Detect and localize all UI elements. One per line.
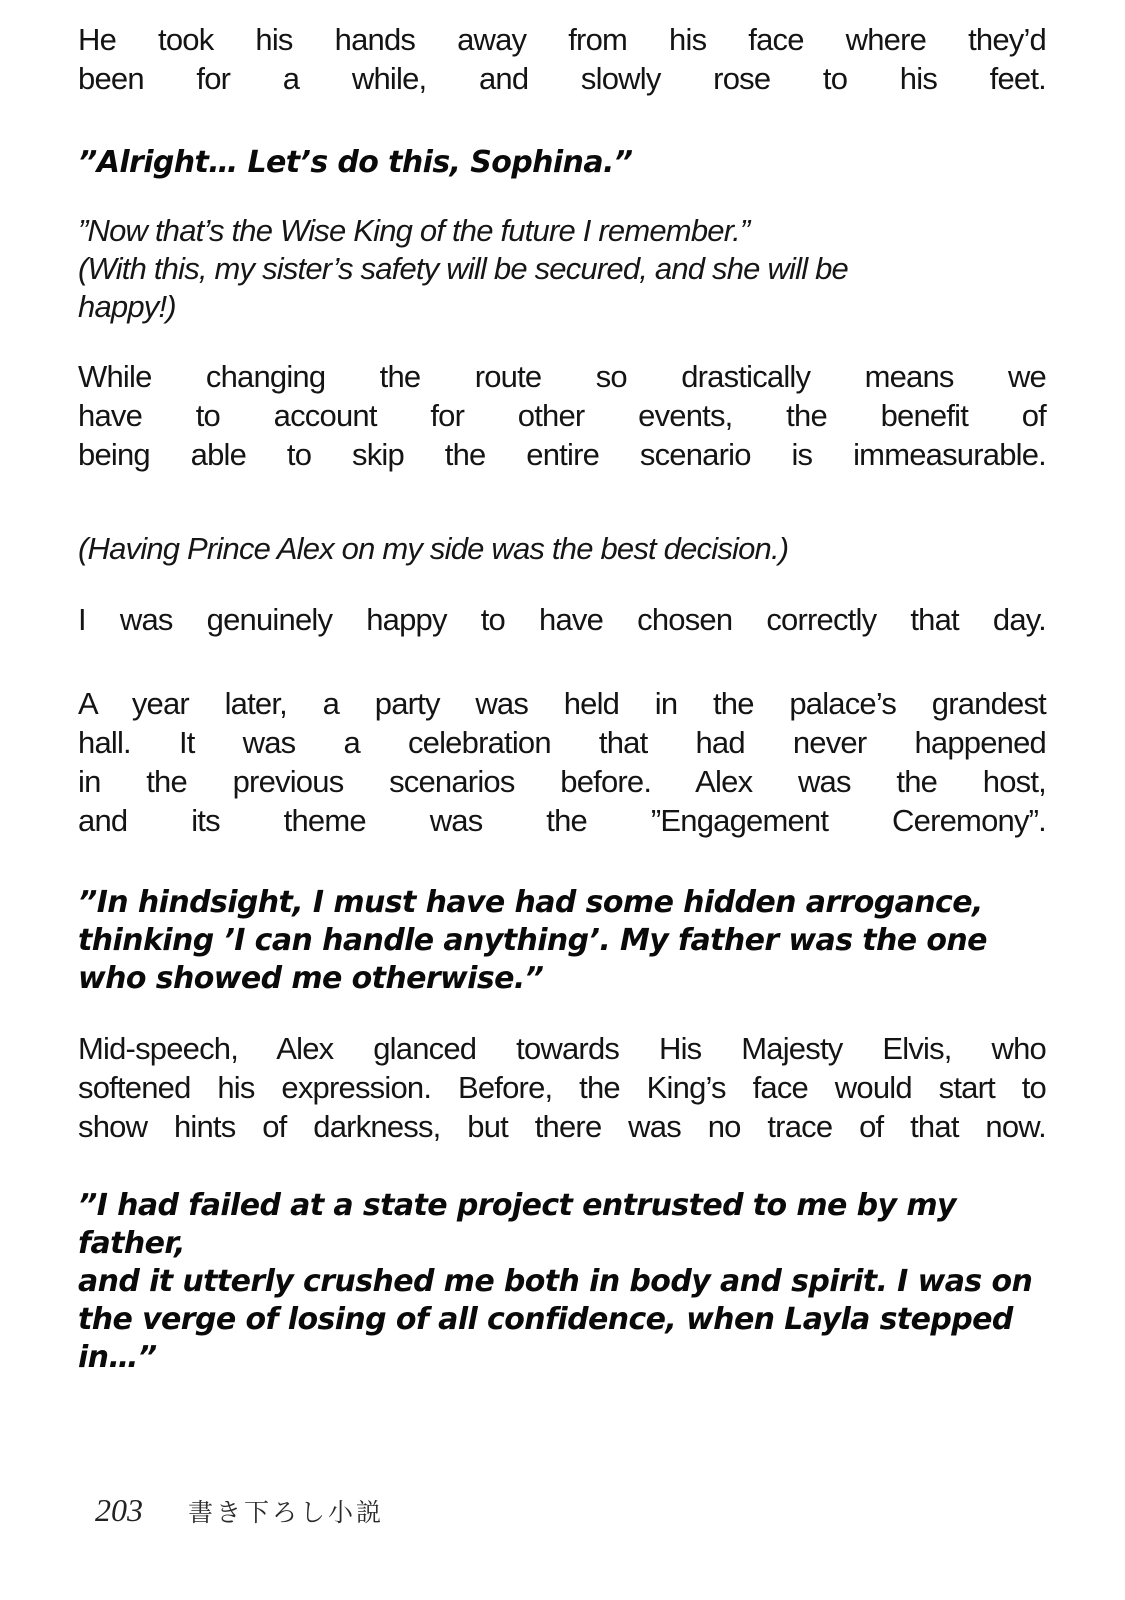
page-footer bbox=[95, 1492, 384, 1529]
narration-line: have to account for other events, the benefit of bbox=[78, 398, 1046, 433]
dialogue-quote-1 bbox=[78, 144, 1046, 182]
inner-monologue-1 bbox=[78, 212, 1046, 326]
dialogue-line: who showed me otherwise.” bbox=[78, 961, 544, 996]
dialogue-line: ”Alright… Let’s do this, Sophina.” bbox=[78, 145, 633, 180]
narration-line: show hints of darkness, but there was no trace of that now. bbox=[78, 1109, 1046, 1144]
dialogue-line: the verge of losing of all confidence, when Layla stepped bbox=[78, 1302, 1013, 1337]
narration-line: Mid-speech, Alex glanced towards His Majesty Elvis, who bbox=[78, 1031, 1046, 1066]
narration-paragraph-4 bbox=[78, 684, 1046, 840]
narration-line: softened his expression. Before, the King’s face would start to bbox=[78, 1070, 1046, 1105]
monologue-line: happy!) bbox=[78, 289, 176, 324]
dialogue-line: in…” bbox=[78, 1340, 157, 1375]
narration-line: I was genuinely happy to have chosen correctly that day. bbox=[78, 602, 1046, 637]
narration-line: hall. It was a celebration that had never happened bbox=[78, 725, 1046, 760]
narration-line: A year later, a party was held in the palace’s grandest bbox=[78, 686, 1046, 721]
narration-paragraph-3 bbox=[78, 600, 1046, 639]
narration-paragraph-1 bbox=[78, 20, 1046, 98]
dialogue-line: thinking ’I can handle anything’. My father was the one bbox=[78, 923, 987, 958]
narration-line: been for a while, and slowly rose to his feet. bbox=[78, 61, 1046, 96]
monologue-line: ”Now that’s the Wise King of the future I remember.” bbox=[78, 213, 750, 248]
footer-caption: 書き下ろし小説 bbox=[188, 1498, 385, 1527]
dialogue-quote-2 bbox=[78, 884, 1046, 998]
narration-line: being able to skip the entire scenario is immeasurable. bbox=[78, 437, 1046, 472]
dialogue-quote-3 bbox=[78, 1187, 1046, 1377]
narration-paragraph-2 bbox=[78, 357, 1046, 474]
monologue-line: (With this, my sister’s safety will be secured, and she will be bbox=[78, 251, 848, 286]
narration-line: He took his hands away from his face where they’d bbox=[78, 22, 1046, 57]
narration-line: in the previous scenarios before. Alex was the host, bbox=[78, 764, 1046, 799]
dialogue-line: and it utterly crushed me both in body and spirit. I was on bbox=[78, 1264, 1033, 1299]
narration-paragraph-5 bbox=[78, 1029, 1046, 1146]
narration-line: While changing the route so drastically means we bbox=[78, 359, 1046, 394]
page-number: 203 bbox=[95, 1492, 143, 1528]
dialogue-line: ”In hindsight, I must have had some hidden arrogance, bbox=[78, 885, 983, 920]
narration-line: and its theme was the ”Engagement Ceremony”. bbox=[78, 803, 1046, 838]
inner-monologue-2 bbox=[78, 530, 1046, 568]
dialogue-line: ”I had failed at a state project entrusted to me by my father, bbox=[78, 1188, 956, 1261]
monologue-line: (Having Prince Alex on my side was the best decision.) bbox=[78, 531, 789, 566]
